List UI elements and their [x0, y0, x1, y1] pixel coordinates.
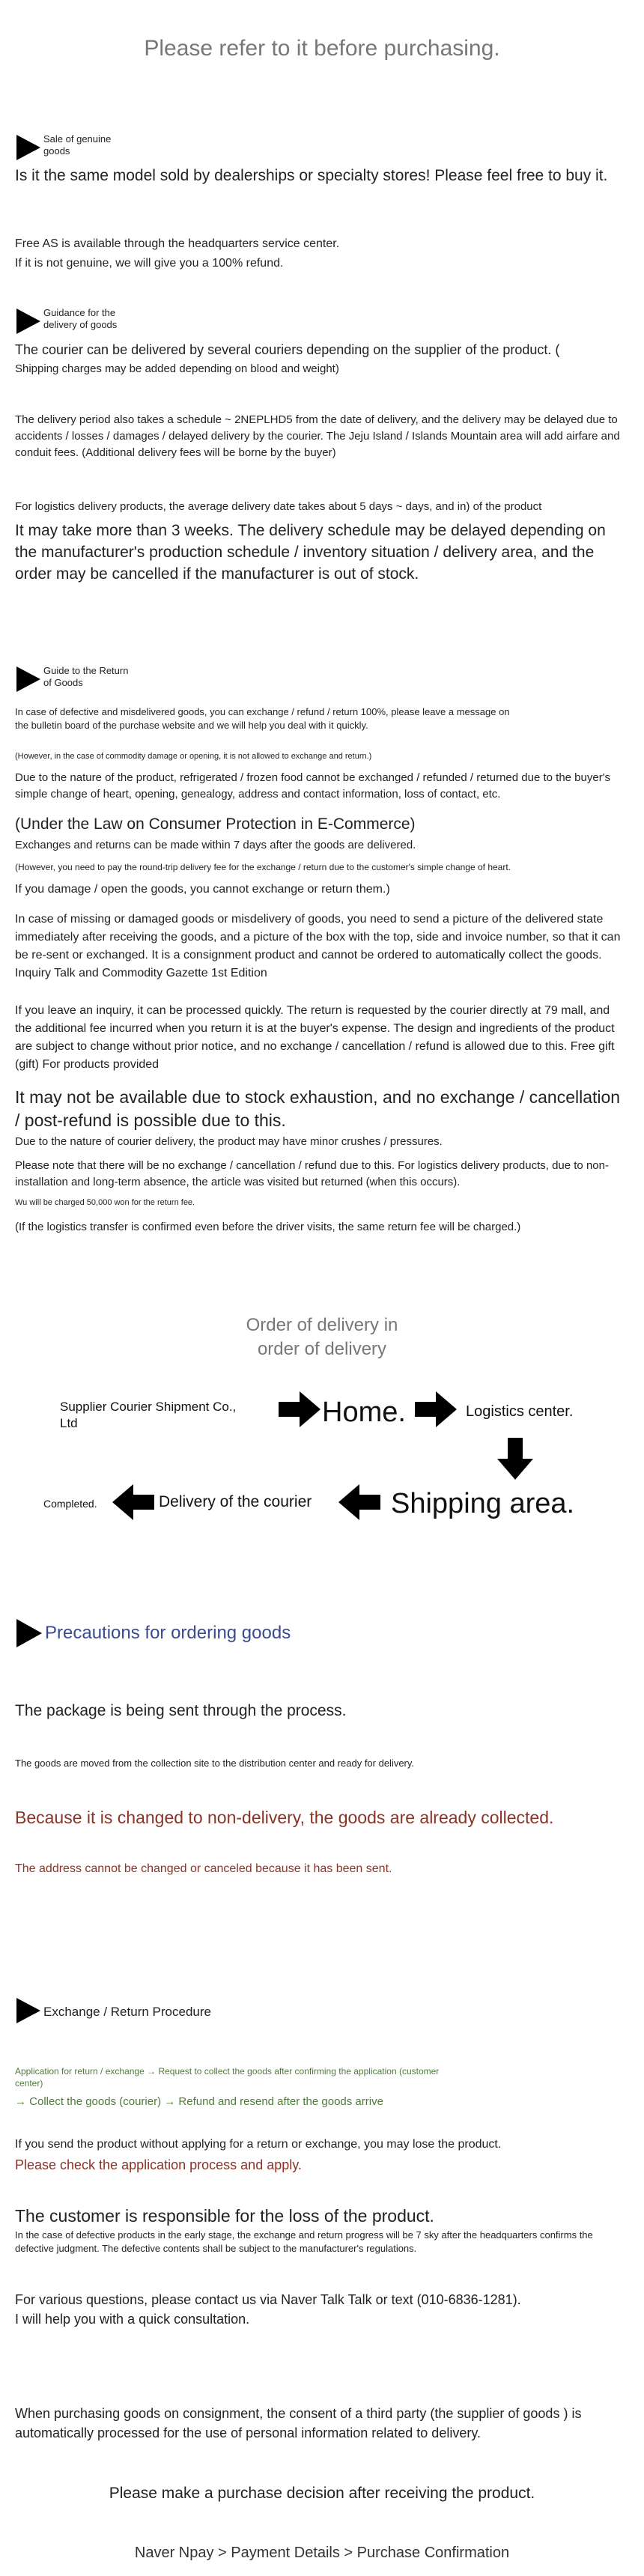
arrow-left-icon [112, 1484, 154, 1520]
exchange-line-8: Please make a purchase decision after receiving the product. [109, 2485, 535, 2502]
delivery-line-2: Shipping charges may be added depending on blood and weight) [15, 362, 339, 375]
return-paragraph-6: (However, you need to pay the round-trip delivery fee for the exchange / return due to the customer's simple change of heart. [15, 862, 511, 872]
return-paragraph-4: (Under the Law on Consumer Protection in E-Commerce) [15, 815, 416, 833]
genuine-line-3: If it is not genuine, we will give you a 100% refund. [15, 257, 284, 270]
return-paragraph-7: If you damage / open the goods, you cannot exchange or return them.) [15, 883, 390, 896]
precautions-line-2: The goods are moved from the collection site to the distribution center and ready for delivery. [15, 1758, 415, 1769]
flow-shipping: Shipping area. [391, 1488, 575, 1519]
exchange-line-5: For various questions, please contact us via Naver Talk Talk or text (010-6836-1281). [15, 2292, 521, 2307]
genuine-line-1: Is it the same model sold by dealerships or specialty stores! Please feel free to buy it. [15, 167, 608, 184]
return-paragraph-3: Due to the nature of the product, refrigerated / frozen food cannot be exchanged / refunded / returned due to the buyer's simple change of heart, opening, genealogy, address and contact information, loss of contact, etc. [15, 771, 611, 801]
triangle-bullet-icon [16, 1998, 40, 2023]
delivery-section-heading [16, 306, 316, 343]
purchase-confirmation-path: Naver Npay > Payment Details > Purchase Confirmation [134, 2545, 510, 2561]
return-section-heading [16, 663, 316, 701]
genuine-heading-label: Sale of genuine goods [43, 133, 112, 157]
exchange-line-2: Please check the application process and apply. [15, 2157, 302, 2172]
arrow-down-icon [497, 1438, 533, 1480]
return-paragraph-13: Wu will be charged 50,000 won for the return fee. [15, 1198, 195, 1207]
return-paragraph-12: Please note that there will be no exchange / cancellation / refund due to this. For logistics delivery products, due to non-installation and long-term absence, the article was visited but returned (when this occurs). [15, 1159, 609, 1188]
flow-heading: Order of delivery in order of delivery [246, 1315, 398, 1359]
precautions-line-1: The package is being sent through the process. [15, 1702, 347, 1719]
triangle-bullet-icon [16, 309, 40, 334]
exchange-section-heading [16, 1998, 466, 2028]
exchange-line-4: In the case of defective products in the early stage, the exchange and return progress will be 7 sky after the headquarters confirms the defective judgment. The defective contents shall be subject to the manufacturer's regulations. [15, 2229, 593, 2254]
delivery-line-5: It may take more than 3 weeks. The delivery schedule may be delayed depending on the manufacturer's production schedule / inventory situation / delivery area, and the order may be cancelled if the manufacturer is out of stock. [15, 522, 606, 583]
delivery-heading-label: Guidance for the delivery of goods [43, 307, 118, 330]
return-paragraph-2: (However, in the case of commodity damage or opening, it is not allowed to exchange and return.) [15, 752, 372, 761]
delivery-line-3: The delivery period also takes a schedule ~ 2NEPLHD5 from the date of delivery, and the delivery may be delayed due to accidents / losses / damages / delayed delivery by the courier. The Jeju Island / Islands Mountain area will add airfare and conduit fees. (Additional delivery fees will be borne by the buyer) [15, 413, 620, 459]
genuine-section-heading [16, 132, 316, 169]
return-paragraph-5: Exchanges and returns can be made within 7 days after the goods are delivered. [15, 839, 416, 851]
flow-supplier: Supplier Courier Shipment Co., Ltd [60, 1400, 237, 1430]
flow-logistics: Logistics center. [466, 1403, 574, 1420]
triangle-bullet-icon [16, 666, 40, 692]
return-paragraph-10: It may not be available due to stock exhaustion, and no exchange / cancellation / post-refund is possible due to this. [15, 1087, 621, 1130]
arrow-right-icon [415, 1391, 457, 1427]
exchange-line-3: The customer is responsible for the loss of the product. [15, 2206, 434, 2226]
arrow-left-icon [338, 1484, 380, 1520]
flow-courier: Delivery of the courier [159, 1493, 312, 1510]
return-paragraph-1: In case of defective and misdelivered goods, you can exchange / refund / return 100%, please leave a message on the bulletin board of the purchase website and we will help you deal with it quickly. [15, 706, 510, 731]
exchange-line-1: If you send the product without applying for a return or exchange, you may lose the product. [15, 2138, 502, 2151]
exchange-step-1: Application for return / exchange → Request to collect the goods after confirming the application (customer center) [15, 2066, 440, 2089]
delivery-line-4: For logistics delivery products, the average delivery date takes about 5 days ~ days, and in) of the product [15, 500, 542, 513]
precautions-line-4: The address cannot be changed or canceled because it has been sent. [15, 1862, 392, 1875]
return-paragraph-9: If you leave an inquiry, it can be processed quickly. The return is requested by the courier directly at 79 mall, and the additional fee incurred when you return it is at the buyer's expense. The design and ingredients of the product are subject to change without prior notice, and no exchange / cancellation / refund is allowed due to this. Free gift (gift) For products provided [15, 1004, 615, 1071]
return-paragraph-14: (If the logistics transfer is confirmed even before the driver visits, the same return fee will be charged.) [15, 1221, 521, 1233]
return-paragraph-11: Due to the nature of courier delivery, the product may have minor crushes / pressures. [15, 1135, 443, 1148]
flow-home: Home. [322, 1397, 406, 1428]
triangle-bullet-icon [16, 135, 40, 160]
genuine-line-2: Free AS is available through the headquarters service center. [15, 237, 340, 250]
precautions-line-3: Because it is changed to non-delivery, the goods are already collected. [15, 1808, 554, 1827]
arrow-right-icon [279, 1391, 321, 1427]
return-paragraph-8: In case of missing or damaged goods or misdelivery of goods, you need to send a picture of the delivered state immediately after receiving the goods, and a picture of the box with the top, side and invoice number, so that it can be re-sent or exchanged. It is a consignment product and cannot be ordered to automatically collect the goods. Inquiry Talk and Commodity Gazette 1st Edition [15, 913, 621, 979]
exchange-heading-label: Exchange / Return Procedure [43, 2005, 211, 2019]
exchange-line-7: When purchasing goods on consignment, the consent of a third party (the supplier of goods ) is automatically processed for the use of personal information related to delivery. [15, 2406, 582, 2440]
exchange-line-6: I will help you with a quick consultation. [15, 2312, 250, 2327]
precautions-heading-label: Precautions for ordering goods [45, 1623, 291, 1643]
precautions-section-heading [16, 1619, 466, 1650]
page-title: Please refer to it before purchasing. [144, 36, 500, 61]
flow-completed: Completed. [43, 1498, 97, 1510]
triangle-bullet-icon [16, 1619, 42, 1647]
delivery-line-1: The courier can be delivered by several couriers depending on the supplier of the product. ( [15, 342, 560, 357]
return-heading-label: Guide to the Return of Goods [43, 665, 129, 688]
exchange-step-2: → Collect the goods (courier) → Refund and resend after the goods arrive [15, 2095, 383, 2108]
